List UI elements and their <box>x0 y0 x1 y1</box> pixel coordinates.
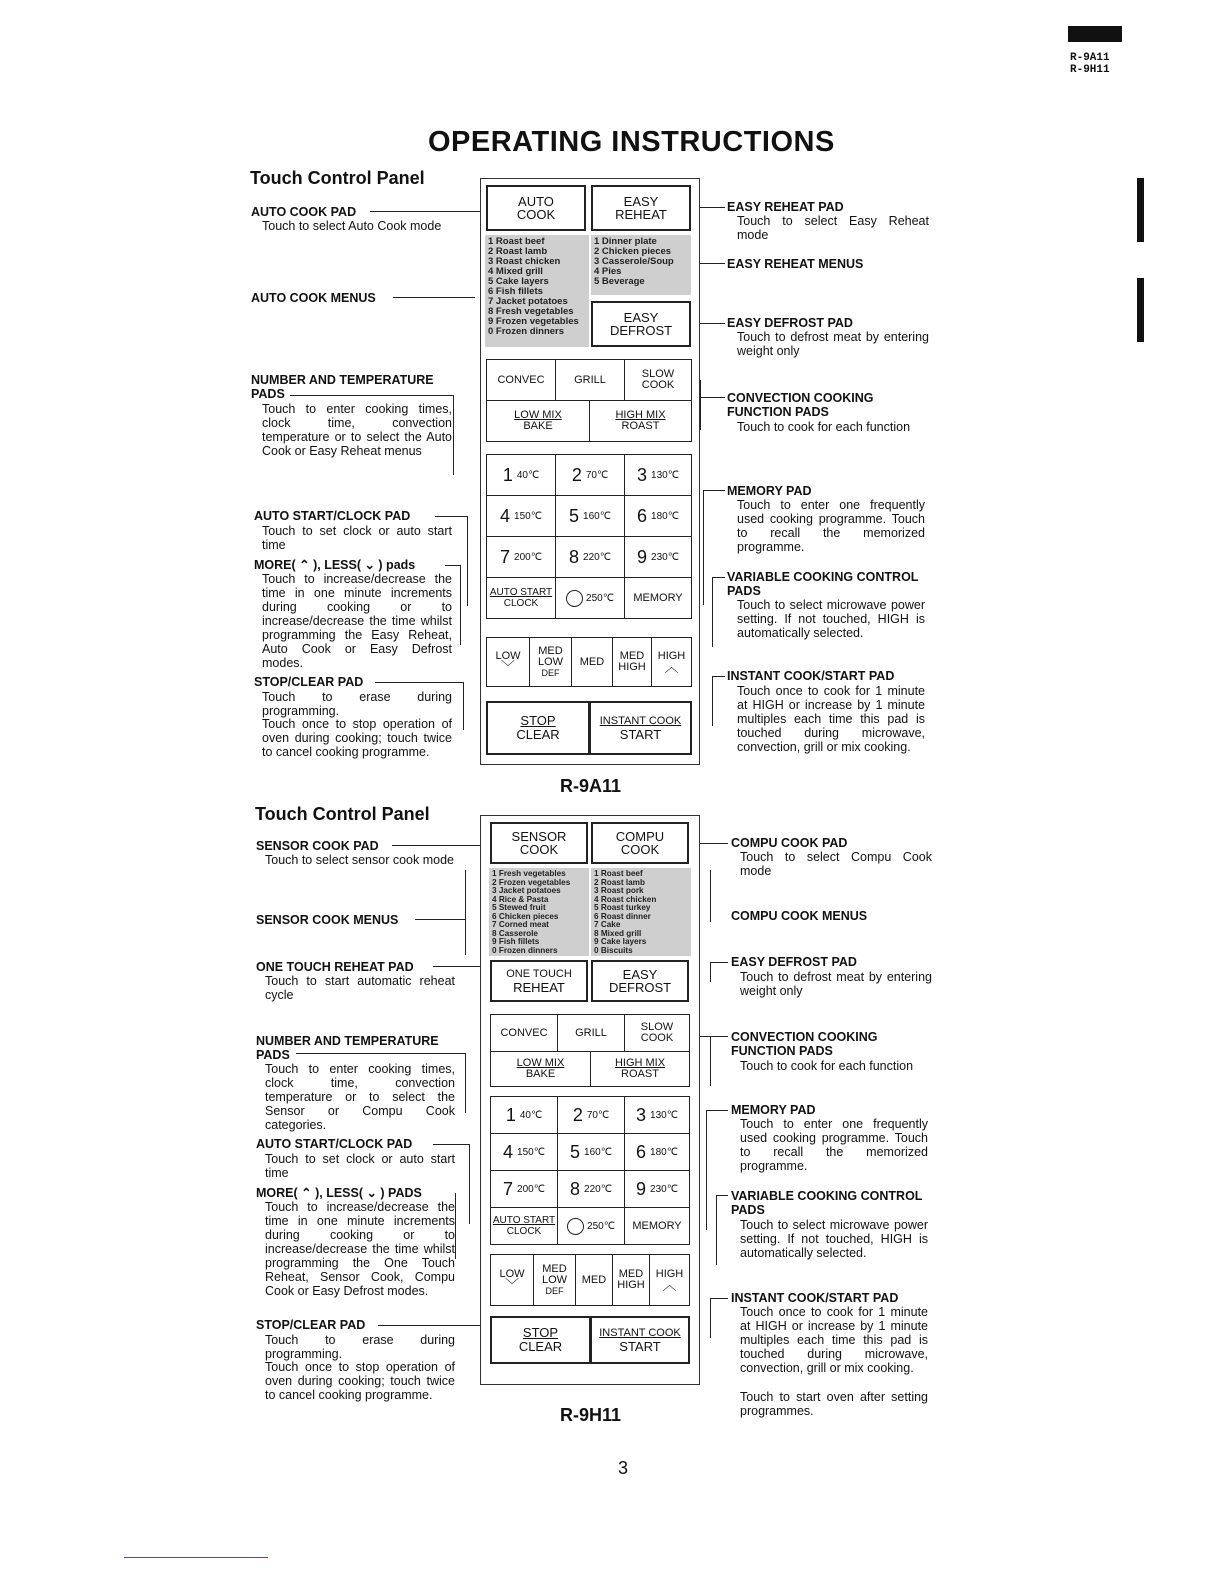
num-digit: 1 <box>502 464 513 485</box>
s1-more-less-desc: Touch to increase/decrease the time in one minute increments during cooking or to increase/decrease the time whilst programming the Easy Reheat, Auto Cook or Easy Defrost modes. <box>262 572 452 670</box>
leader-line <box>455 1193 456 1259</box>
menu-item: 3 Jacket potatoes <box>492 887 561 895</box>
slow-cook-button[interactable]: SLOW COOK <box>624 1014 690 1052</box>
convec-button[interactable]: CONVEC <box>490 1014 558 1052</box>
easy-defrost-button[interactable] <box>591 301 691 347</box>
num-5-button[interactable] <box>555 495 625 537</box>
start-label: START <box>619 1339 661 1354</box>
leader-line <box>296 1053 466 1054</box>
menu-item: 8 Casserole <box>492 929 538 938</box>
leader-line <box>706 1110 728 1111</box>
stop-clear-button[interactable] <box>486 701 590 755</box>
med-high-label: MED HIGH <box>617 1268 645 1291</box>
s2-memory-label: MEMORY PAD <box>731 1103 816 1117</box>
num-3-button[interactable] <box>624 454 692 496</box>
num-5-button[interactable] <box>557 1133 625 1171</box>
s2-stop-label: STOP/CLEAR PAD <box>256 1318 366 1332</box>
num-7-button[interactable] <box>490 1170 558 1208</box>
high-more-button[interactable] <box>649 1254 690 1306</box>
zero-digit <box>567 1218 584 1235</box>
num-digit: 5 <box>570 1141 581 1162</box>
s2-convection-label: CONVECTION COOKING FUNCTION PADS <box>731 1030 878 1058</box>
leader-line <box>716 1195 728 1196</box>
num-digit: 7 <box>503 1178 514 1199</box>
convec-button[interactable]: CONVEC <box>486 359 556 401</box>
low-mix-bake-button[interactable] <box>486 400 590 442</box>
s2-stop-desc: Touch to erase during programming. <box>265 1333 455 1361</box>
num-digit: 8 <box>569 546 580 567</box>
num-digit: 6 <box>637 505 648 526</box>
s1-easy-reheat-menus-label: EASY REHEAT MENUS <box>727 257 864 271</box>
auto-cook-button[interactable] <box>486 185 586 231</box>
menu-item: 7 Corned meat <box>492 921 549 929</box>
num-2-button[interactable] <box>557 1096 625 1134</box>
num-6-button[interactable] <box>624 495 692 537</box>
s1-number-pads-label: NUMBER AND TEMPERATURE PADS <box>251 373 434 401</box>
leader-line <box>453 395 454 475</box>
num-9-button[interactable] <box>624 536 692 578</box>
leader-line <box>700 397 725 398</box>
clock-label: CLOCK <box>506 1226 542 1237</box>
num-digit: 8 <box>570 1178 581 1199</box>
leader-line <box>392 845 490 846</box>
num-temp: 70℃ <box>586 1109 610 1121</box>
instant-cook-start-button[interactable] <box>590 1316 690 1364</box>
num-9-button[interactable] <box>624 1170 690 1208</box>
num-temp: 70℃ <box>585 469 609 481</box>
auto-start-label: AUTO START <box>489 587 553 598</box>
s2-convection-desc: Touch to cook for each function <box>740 1059 914 1073</box>
num-temp: 180℃ <box>651 510 679 522</box>
section1-heading: Touch Control Panel <box>250 168 425 188</box>
memory-button[interactable]: MEMORY <box>624 1207 690 1245</box>
s1-stop-desc2: Touch once to stop operation of oven during cooking; touch twice to cancel cooking programme. <box>262 717 452 759</box>
num-temp: 200℃ <box>514 551 542 563</box>
control-panel-r9h11 <box>480 815 700 1385</box>
leader-line <box>712 577 725 578</box>
bake-label: BAKE <box>523 420 553 432</box>
leader-line <box>378 1325 490 1326</box>
def-label: DEF <box>545 1285 564 1296</box>
num-temp: 40℃ <box>516 469 540 481</box>
menu-item: 0 Frozen dinners <box>492 946 558 955</box>
num-8-button[interactable] <box>555 536 625 578</box>
model-label-r9h11: R-9H11 <box>560 1405 622 1425</box>
med-high-button[interactable] <box>612 1254 650 1306</box>
num-1-button[interactable] <box>486 454 556 496</box>
num-6-button[interactable] <box>624 1133 690 1171</box>
easy-defrost-label-2: DEFROST <box>608 980 672 995</box>
num-temp: 160℃ <box>583 510 611 522</box>
leader-line <box>375 682 463 683</box>
s2-more-less-label: MORE( ⌃ ), LESS( ⌄ ) PADS <box>256 1186 422 1200</box>
menu-item: 7 Cake <box>594 921 621 929</box>
leader-line <box>706 1110 707 1230</box>
sensor-cook-label-2: COOK <box>519 842 559 857</box>
sensor-cook-label-1: SENSOR <box>511 829 567 844</box>
section2-heading: Touch Control Panel <box>255 804 430 824</box>
leader-line <box>697 263 725 264</box>
compu-cook-button[interactable] <box>591 822 689 864</box>
menu-item: 6 Roast dinner <box>594 912 651 921</box>
leader-line <box>697 323 725 324</box>
s1-auto-cook-menus-label: AUTO COOK MENUS <box>251 291 376 305</box>
high-mix-roast-button[interactable] <box>590 1051 690 1087</box>
num-digit: 3 <box>636 1104 647 1125</box>
num-temp: 130℃ <box>651 469 679 481</box>
low-mix-label: LOW MIX <box>514 409 562 421</box>
num-digit: 1 <box>505 1104 516 1125</box>
leader-line <box>435 516 468 517</box>
model-label-r9a11: R-9A11 <box>560 776 622 796</box>
med-button[interactable]: MED <box>575 1254 613 1306</box>
leader-line <box>703 490 725 491</box>
leader-line <box>467 516 468 606</box>
med-low-label: MED LOW <box>541 1262 568 1286</box>
control-panel-r9a11 <box>480 178 700 765</box>
leader-line <box>710 962 728 963</box>
med-button[interactable]: MED <box>571 637 613 687</box>
sensor-cook-button[interactable] <box>490 822 588 864</box>
menu-item: 1 Roast beef <box>594 870 643 878</box>
num-4-button[interactable] <box>486 495 556 537</box>
model-code-2: R-9H11 <box>1070 64 1110 76</box>
leader-line <box>370 211 485 212</box>
s2-number-pads-label: NUMBER AND TEMPERATURE PADS <box>256 1034 439 1062</box>
s1-more-less-label: MORE( ⌃ ), LESS( ⌄ ) pads <box>254 558 416 572</box>
leader-line <box>415 919 465 920</box>
leader-line <box>445 565 461 566</box>
s1-auto-start-label: AUTO START/CLOCK PAD <box>254 509 411 523</box>
s2-compu-cook-pad-label: COMPU COOK PAD <box>731 836 848 850</box>
s1-convection-label: CONVECTION COOKING FUNCTION PADS <box>727 391 874 419</box>
menu-item: 9 Frozen vegetables <box>488 317 579 327</box>
corner-bar <box>1068 26 1122 42</box>
auto-cook-label-2: COOK <box>516 207 556 222</box>
roast-label: ROAST <box>621 420 660 432</box>
margin-bar-2 <box>1137 278 1144 342</box>
s1-easy-defrost-label: EASY DEFROST PAD <box>727 316 853 330</box>
high-mix-label: HIGH MIX <box>614 1057 666 1069</box>
menu-item: 1 Fresh vegetables <box>492 870 566 878</box>
easy-reheat-label-2: REHEAT <box>615 207 667 222</box>
menu-item: 6 Fish fillets <box>488 287 543 297</box>
s1-variable-desc: Touch to select microwave power setting. If not touched, HIGH is automatically selected. <box>737 598 925 640</box>
num-digit: 9 <box>637 546 648 567</box>
s1-auto-start-desc: Touch to set clock or auto start time <box>262 524 452 552</box>
s2-memory-desc: Touch to enter one frequently used cooking programme. Touch to recall the memorized programme. <box>740 1117 928 1173</box>
num-temp: 150℃ <box>514 510 542 522</box>
s2-one-touch-label: ONE TOUCH REHEAT PAD <box>256 960 414 974</box>
menu-item: 9 Cake layers <box>594 938 647 946</box>
less-icon: ﹀ <box>501 659 515 675</box>
num-0-button[interactable] <box>555 577 625 619</box>
menu-item: 5 Roast turkey <box>594 904 651 912</box>
leader-line <box>433 1144 470 1145</box>
med-low-label: MED LOW <box>537 644 564 668</box>
auto-start-clock-button[interactable] <box>490 1207 558 1245</box>
instant-cook-label: INSTANT COOK <box>599 1327 681 1339</box>
num-8-button[interactable] <box>557 1170 625 1208</box>
roast-label: ROAST <box>621 1068 659 1080</box>
s1-number-pads-desc: Touch to enter cooking times, clock time, convection temperature or to select the Auto Cook or Easy Reheat menus <box>262 402 452 458</box>
auto-cook-label-1: AUTO <box>518 194 554 209</box>
num-temp: 160℃ <box>584 1146 612 1158</box>
auto-cook-menu-list <box>485 235 589 347</box>
low-label: LOW <box>495 650 521 662</box>
slow-cook-button[interactable]: SLOW COOK <box>624 359 692 401</box>
s1-auto-cook-pad-label: AUTO COOK PAD <box>251 205 357 219</box>
s1-easy-reheat-pad-desc: Touch to select Easy Reheat mode <box>737 214 929 242</box>
zero-digit <box>566 590 583 607</box>
bake-label: BAKE <box>525 1068 556 1080</box>
s2-number-pads-desc: Touch to enter cooking times, clock time, convection temperature or to select the Sensor or Compu Cook categories. <box>265 1062 455 1132</box>
easy-defrost-button[interactable] <box>591 960 689 1002</box>
s1-variable-label: VARIABLE COOKING CONTROL PADS <box>727 570 919 598</box>
leader-line <box>712 577 713 647</box>
menu-item: 4 Rice & Pasta <box>492 895 549 904</box>
auto-start-clock-button[interactable] <box>486 577 556 619</box>
leader-line <box>290 395 453 396</box>
num-digit: 5 <box>569 505 580 526</box>
leader-line <box>465 870 466 955</box>
low-label: LOW <box>499 1268 525 1280</box>
reheat-label: REHEAT <box>513 980 565 995</box>
memory-button[interactable]: MEMORY <box>624 577 692 619</box>
easy-reheat-label-1: EASY <box>623 194 659 209</box>
low-mix-bake-button[interactable] <box>490 1051 591 1087</box>
num-temp: 250℃ <box>586 592 614 604</box>
leader-line <box>393 297 475 298</box>
def-label: DEF <box>541 667 560 678</box>
easy-defrost-label-2: DEFROST <box>609 323 673 338</box>
menu-item: 1 Roast beef <box>488 237 545 247</box>
more-icon: ︿ <box>664 659 679 675</box>
num-temp: 130℃ <box>650 1109 678 1121</box>
stop-label: STOP <box>520 713 556 728</box>
s2-easy-defrost-label: EASY DEFROST PAD <box>731 955 857 969</box>
menu-item: 2 Roast lamb <box>488 247 548 257</box>
stop-clear-button[interactable] <box>490 1316 591 1364</box>
easy-reheat-menu-list <box>591 235 691 295</box>
num-temp: 150℃ <box>517 1146 545 1158</box>
sensor-cook-menu-list <box>489 868 589 956</box>
num-temp: 40℃ <box>519 1109 543 1121</box>
leader-line <box>710 1298 728 1299</box>
s2-sensor-cook-menus-label: SENSOR COOK MENUS <box>256 913 399 927</box>
instant-cook-label: INSTANT COOK <box>599 715 682 727</box>
num-4-button[interactable] <box>490 1133 558 1171</box>
s2-more-less-desc: Touch to increase/decrease the time in one minute increments during cooking or to increase/decrease the time whilst programming the One Touch Reheat, Sensor Cook, Compu Cook or Easy Defrost modes. <box>265 1200 455 1298</box>
s2-instant-label: INSTANT COOK/START PAD <box>731 1291 899 1305</box>
one-touch-label: ONE TOUCH <box>506 968 572 980</box>
s2-sensor-cook-pad-label: SENSOR COOK PAD <box>256 839 379 853</box>
num-3-button[interactable] <box>624 1096 690 1134</box>
footer-rule <box>124 1557 268 1558</box>
s2-auto-start-label: AUTO START/CLOCK PAD <box>256 1137 413 1151</box>
margin-bar-1 <box>1137 178 1144 242</box>
menu-item: 5 Stewed fruit <box>492 904 546 912</box>
num-1-button[interactable] <box>490 1096 558 1134</box>
leader-line <box>710 1298 711 1338</box>
low-less-button[interactable] <box>490 1254 534 1306</box>
s1-easy-defrost-desc: Touch to defrost meat by entering weight only <box>737 330 929 358</box>
menu-item: 3 Roast chicken <box>488 257 561 267</box>
num-digit: 9 <box>636 1178 647 1199</box>
compu-cook-label-1: COMPU <box>615 829 665 844</box>
s2-one-touch-desc: Touch to start automatic reheat cycle <box>265 974 455 1002</box>
leader-line <box>460 565 461 645</box>
s2-compu-cook-menus-label: COMPU COOK MENUS <box>731 909 868 923</box>
num-digit: 3 <box>637 464 648 485</box>
s1-easy-reheat-pad-label: EASY REHEAT PAD <box>727 200 844 214</box>
s1-stop-label: STOP/CLEAR PAD <box>254 675 364 689</box>
menu-item: 2 Frozen vegetables <box>492 878 571 887</box>
num-digit: 4 <box>500 505 511 526</box>
leader-line <box>710 962 711 982</box>
menu-item: 2 Chicken pieces <box>594 247 672 257</box>
more-icon: ︿ <box>662 1277 677 1293</box>
leader-line <box>710 870 711 922</box>
compu-cook-menu-list <box>591 868 691 956</box>
menu-item: 2 Roast lamb <box>594 878 645 887</box>
med-low-def-button[interactable] <box>533 1254 576 1306</box>
menu-item: 0 Frozen dinners <box>488 327 565 337</box>
num-7-button[interactable] <box>486 536 556 578</box>
num-digit: 4 <box>503 1141 514 1162</box>
num-2-button[interactable] <box>555 454 625 496</box>
med-high-label: MED HIGH <box>618 650 646 673</box>
num-temp: 250℃ <box>587 1220 615 1232</box>
instant-cook-start-button[interactable] <box>589 701 692 755</box>
num-temp: 200℃ <box>517 1183 545 1195</box>
leader-line <box>710 1036 711 1086</box>
s2-variable-label: VARIABLE COOKING CONTROL PADS <box>731 1189 923 1217</box>
menu-item: 4 Roast chicken <box>594 895 657 904</box>
s1-stop-desc: Touch to erase during programming. <box>262 690 452 718</box>
num-digit: 2 <box>571 464 582 485</box>
clear-label: CLEAR <box>516 727 560 742</box>
s2-stop-desc2: Touch once to stop operation of oven during cooking; touch twice to cancel cooking programme. <box>265 1360 455 1402</box>
menu-item: 4 Pies <box>594 267 622 277</box>
num-digit: 2 <box>572 1104 583 1125</box>
stop-label: STOP <box>522 1325 559 1340</box>
num-digit: 6 <box>636 1141 647 1162</box>
high-more-button[interactable] <box>651 637 692 687</box>
s1-memory-desc: Touch to enter one frequently used cooking programme. Touch to recall the memorized programme. <box>737 498 925 554</box>
menu-item: 5 Cake layers <box>488 277 549 287</box>
menu-item: 4 Mixed grill <box>488 267 543 277</box>
leader-line <box>697 207 725 208</box>
num-temp: 230℃ <box>650 1183 678 1195</box>
leader-line <box>712 676 713 726</box>
auto-start-label: AUTO START <box>492 1215 556 1226</box>
menu-item: 6 Chicken pieces <box>492 912 559 921</box>
leader-line <box>716 1195 717 1265</box>
clock-label: CLOCK <box>503 598 539 609</box>
s2-instant-desc: Touch once to cook for 1 minute at HIGH or increase by 1 minute multiples each time this pad is touched during microwave, convection, grill or mix cooking. <box>740 1305 928 1375</box>
high-label: HIGH <box>657 650 686 662</box>
menu-item: 0 Biscuits <box>594 946 633 955</box>
num-temp: 230℃ <box>651 551 679 563</box>
num-temp: 180℃ <box>650 1146 678 1158</box>
menu-item: 1 Dinner plate <box>594 237 657 247</box>
num-temp: 220℃ <box>583 551 611 563</box>
high-mix-roast-button[interactable] <box>589 400 692 442</box>
s2-compu-cook-pad-desc: Touch to select Compu Cook mode <box>740 850 932 878</box>
grill-button[interactable]: GRILL <box>555 359 625 401</box>
leader-line <box>700 380 701 430</box>
s1-instant-label: INSTANT COOK/START PAD <box>727 669 895 683</box>
num-0-button[interactable] <box>557 1207 625 1245</box>
med-high-button[interactable] <box>612 637 652 687</box>
start-label: START <box>619 727 662 742</box>
leader-line <box>469 1144 470 1224</box>
num-digit: 7 <box>500 546 511 567</box>
menu-item: 8 Fresh vegetables <box>488 307 574 317</box>
low-less-button[interactable] <box>486 637 530 687</box>
s2-easy-defrost-desc: Touch to defrost meat by entering weight only <box>740 970 932 998</box>
menu-item: 5 Beverage <box>594 277 645 287</box>
model-code-1: R-9A11 <box>1070 52 1110 64</box>
easy-reheat-button[interactable] <box>591 185 691 231</box>
leader-line <box>463 682 464 730</box>
one-touch-reheat-button[interactable] <box>490 960 588 1002</box>
less-icon: ﹀ <box>505 1277 519 1293</box>
s2-sensor-cook-pad-desc: Touch to select sensor cook mode <box>265 853 454 867</box>
s1-convection-desc: Touch to cook for each function <box>737 420 911 434</box>
compu-cook-label-2: COOK <box>620 842 660 857</box>
grill-button[interactable]: GRILL <box>557 1014 625 1052</box>
leader-line <box>712 676 725 677</box>
s1-memory-label: MEMORY PAD <box>727 484 812 498</box>
menu-item: 7 Jacket potatoes <box>488 297 568 307</box>
low-mix-label: LOW MIX <box>516 1057 565 1069</box>
page-number: 3 <box>618 1458 629 1478</box>
s1-instant-desc: Touch once to cook for 1 minute at HIGH or increase by 1 minute multiples each time this pad is touched during microwave, convection, grill or mix cooking. <box>737 684 925 754</box>
menu-item: 9 Fish fillets <box>492 938 540 946</box>
s2-instant-desc2: Touch to start oven after setting programmes. <box>740 1390 928 1418</box>
leader-line <box>465 1053 466 1113</box>
menu-item: 8 Mixed grill <box>594 929 642 938</box>
easy-defrost-label-1: EASY <box>622 967 658 982</box>
s2-auto-start-desc: Touch to set clock or auto start time <box>265 1152 455 1180</box>
high-mix-label: HIGH MIX <box>615 409 666 421</box>
easy-defrost-label-1: EASY <box>623 310 659 325</box>
high-label: HIGH <box>655 1268 684 1280</box>
menu-item: 3 Roast pork <box>594 887 644 895</box>
leader-line <box>703 490 704 605</box>
page-title: OPERATING INSTRUCTIONS <box>428 126 835 158</box>
med-low-def-button[interactable] <box>529 637 572 687</box>
s2-variable-desc: Touch to select microwave power setting. If not touched, HIGH is automatically selected. <box>740 1218 928 1260</box>
clear-label: CLEAR <box>518 1339 563 1354</box>
s1-auto-cook-pad-desc: Touch to select Auto Cook mode <box>262 219 442 233</box>
menu-item: 3 Casserole/Soup <box>594 257 674 267</box>
num-temp: 220℃ <box>584 1183 612 1195</box>
